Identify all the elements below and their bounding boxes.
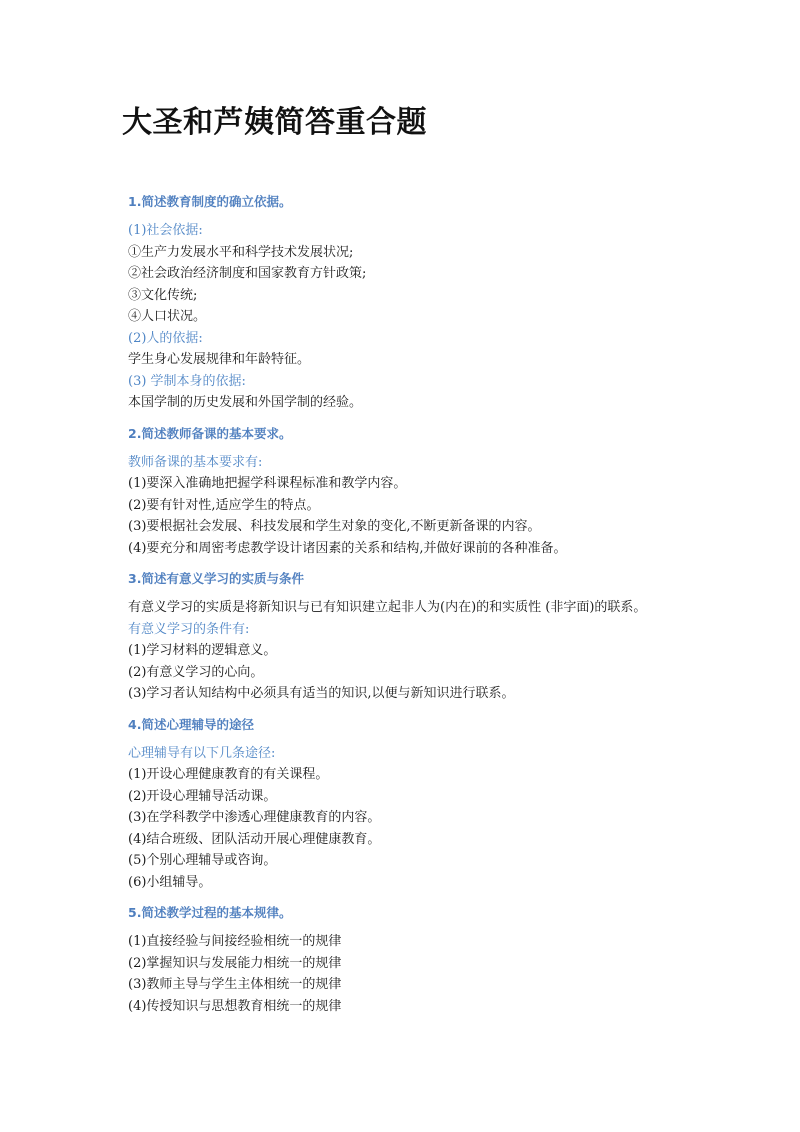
question-section bbox=[128, 567, 748, 705]
answer-line: ④人口状况。 bbox=[128, 309, 207, 324]
section-spacer bbox=[128, 893, 748, 901]
answer-line: (2)掌握知识与发展能力相统一的规律 bbox=[128, 955, 342, 971]
answer-line: (6)小组辅导。 bbox=[128, 874, 212, 890]
answer-line: (5)个别心理辅导或咨询。 bbox=[128, 853, 277, 868]
document-body bbox=[128, 190, 748, 1017]
answer-subheading: 教师备课的基本要求有: bbox=[128, 454, 263, 470]
answer-line: (4)要充分和周密考虑教学设计诸因素的关系和结构,并做好课前的各种准备。 bbox=[128, 540, 567, 556]
answer-line: ①生产力发展水平和科学技术发展状况; bbox=[128, 244, 354, 260]
answer-line: 本国学制的历史发展和外国学制的经验。 bbox=[128, 395, 363, 410]
page-title: 大圣和芦姨简答重合题 bbox=[122, 105, 427, 140]
question-heading: 2.简述教师备课的基本要求。 bbox=[128, 425, 292, 441]
answer-line: (4)传授知识与思想教育相统一的规律 bbox=[128, 998, 342, 1014]
answer-subheading: (2)人的依据: bbox=[128, 330, 203, 346]
section-spacer bbox=[128, 559, 748, 567]
answer-line: (1)开设心理健康教育的有关课程。 bbox=[128, 767, 329, 782]
answer-line: (4)结合班级、团队活动开展心理健康教育。 bbox=[128, 831, 381, 847]
answer-line: 有意义学习的实质是将新知识与已有知识建立起非人为(内在)的和实质性 (非字面)的联系。 bbox=[128, 600, 647, 615]
question-section bbox=[128, 901, 748, 1017]
section-spacer bbox=[128, 705, 748, 713]
answer-line: (1)要深入准确地把握学科课程标准和教学内容。 bbox=[128, 476, 407, 491]
answer-subheading: 有意义学习的条件有: bbox=[128, 621, 250, 637]
answer-line: (3)在学科教学中渗透心理健康教育的内容。 bbox=[128, 810, 381, 825]
answer-line: ③文化传统; bbox=[128, 287, 198, 303]
answer-line: 学生身心发展规律和年龄特征。 bbox=[128, 352, 311, 367]
answer-subheading: (1)社会依据: bbox=[128, 223, 203, 238]
question-heading: 4.简述心理辅导的途径 bbox=[128, 716, 254, 732]
question-heading: 5.简述教学过程的基本规律。 bbox=[128, 905, 292, 920]
answer-line: (2)要有针对性,适应学生的特点。 bbox=[128, 497, 320, 513]
answer-line: (3)要根据社会发展、科技发展和学生对象的变化,不断更新备课的内容。 bbox=[128, 519, 541, 534]
question-heading: 1.简述教育制度的确立依据。 bbox=[128, 194, 292, 209]
answer-line: (3)教师主导与学生主体相统一的规律 bbox=[128, 977, 342, 992]
question-section bbox=[128, 422, 748, 560]
answer-line: (2)开设心理辅导活动课。 bbox=[128, 788, 277, 804]
section-spacer bbox=[128, 414, 748, 422]
answer-line: (3)学习者认知结构中必须具有适当的知识,以便与新知识进行联系。 bbox=[128, 686, 515, 701]
answer-line: (2)有意义学习的心向。 bbox=[128, 664, 264, 680]
question-section bbox=[128, 190, 748, 414]
question-section bbox=[128, 713, 748, 894]
answer-line: ②社会政治经济制度和国家教育方针政策; bbox=[128, 266, 367, 281]
answer-subheading: (3) 学制本身的依据: bbox=[128, 373, 246, 389]
answer-subheading: 心理辅导有以下几条途径: bbox=[128, 745, 276, 761]
answer-line: (1)学习材料的逻辑意义。 bbox=[128, 643, 277, 658]
question-heading: 3.简述有意义学习的实质与条件 bbox=[128, 571, 304, 586]
answer-line: (1)直接经验与间接经验相统一的规律 bbox=[128, 934, 342, 949]
